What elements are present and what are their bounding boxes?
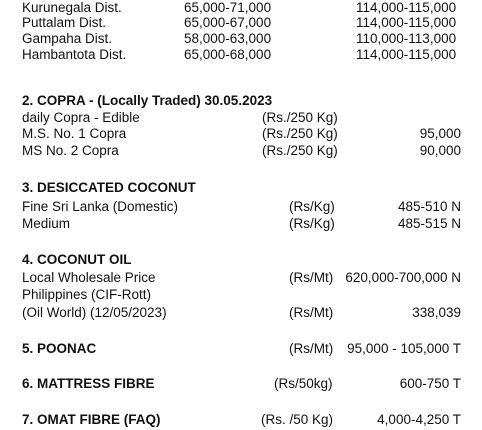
price-range-a: 65,000-68,000 [184,47,272,62]
item-label: MS No. 2 Copra [22,143,119,158]
item-unit: (Rs./250 Kg) [262,126,338,141]
item-value: 485-510 N [397,199,461,214]
item-label: (Oil World) (12/05/2023) [22,305,167,320]
item-value: 485-515 N [397,216,461,231]
item-value: 338,039 [412,305,461,320]
item-unit: (Rs/Mt) [289,341,334,356]
coconut-oil-row [0,270,482,286]
price-range-a: 58,000-63,000 [184,31,272,46]
item-unit: (Rs./250 Kg) [262,143,338,158]
mattress-fibre-row [0,376,482,392]
price-range-b: 114,000-115,000 [356,0,457,15]
section-heading: 5. POONAC [22,341,97,356]
item-unit: (Rs/Mt) [289,270,334,285]
coconut-oil-row [0,305,482,321]
district-name: Gampaha Dist. [22,31,113,46]
district-row [0,31,482,47]
item-label: Philippines (CIF-Rott) [22,287,152,302]
price-range-b: 114,000-115,000 [356,47,457,62]
district-name: Puttalam Dist. [22,15,107,30]
copra-row [0,110,482,126]
item-label: Medium [22,216,71,231]
desiccated-coconut-row [0,199,482,215]
item-value: 95,000 [419,126,461,141]
coconut-oil-heading [0,252,482,268]
item-label: daily Copra - Edible [22,110,140,125]
item-unit: (Rs/50kg) [274,376,333,391]
price-range-b: 114,000-115,000 [356,15,457,30]
section-heading: 2. COPRA - (Locally Traded) 30.05.2023 [22,93,273,108]
item-label: Fine Sri Lanka (Domestic) [22,199,179,214]
item-value: 600-750 T [399,376,461,391]
section-heading: 6. MATTRESS FIBRE [22,376,155,391]
desiccated-coconut-heading [0,180,482,196]
district-row [0,15,482,31]
price-range-a: 65,000-71,000 [184,0,272,15]
section-heading: 4. COCONUT OIL [22,252,132,267]
item-value: 90,000 [419,143,461,158]
district-name: Hambantota Dist. [22,47,127,62]
item-unit: (Rs/Kg) [289,216,335,231]
item-unit: (Rs./250 Kg) [262,110,338,125]
coconut-oil-row [0,287,482,303]
item-value: 95,000 - 105,000 T [347,341,461,356]
item-unit: (Rs/Kg) [289,199,335,214]
district-row [0,0,482,16]
price-range-b: 110,000-113,000 [356,31,457,46]
copra-row [0,143,482,159]
desiccated-coconut-row [0,216,482,232]
district-row [0,47,482,63]
poonac-row [0,341,482,357]
item-value: 620,000-700,000 N [345,270,461,285]
item-value: 4,000-4,250 T [377,412,461,427]
section-heading: 7. OMAT FIBRE (FAQ) [22,412,161,427]
copra-row [0,126,482,142]
item-unit: (Rs/Mt) [289,305,334,320]
omat-fibre-row [0,412,482,428]
item-label: Local Wholesale Price [22,270,156,285]
price-range-a: 65,000-67,000 [184,15,272,30]
district-name: Kurunegala Dist. [22,0,122,15]
item-unit: (Rs. /50 Kg) [261,412,334,427]
copra-section-heading [0,93,482,109]
section-heading: 3. DESICCATED COCONUT [22,180,196,195]
item-label: M.S. No. 1 Copra [22,126,127,141]
